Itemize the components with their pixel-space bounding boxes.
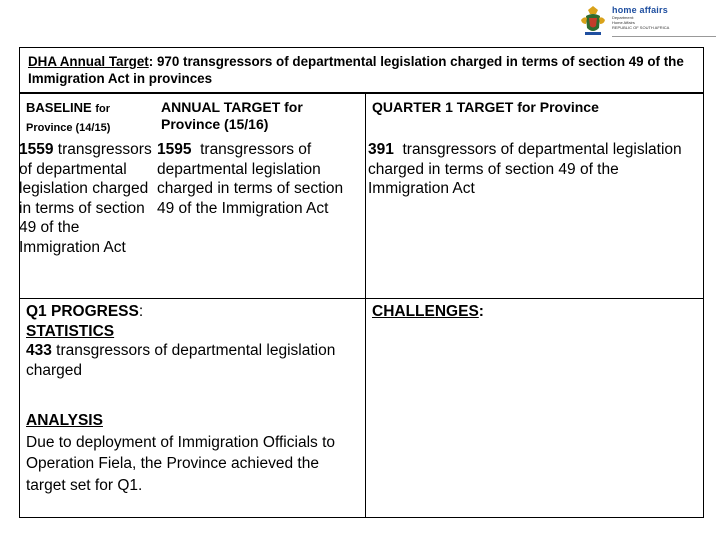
progress-title-suffix: : [138, 303, 144, 320]
logo-divider [612, 36, 716, 37]
baseline-value [19, 140, 155, 257]
progress-title: Q1 PROGRESS [26, 303, 139, 320]
dha-logo [578, 2, 718, 42]
annual-value [157, 140, 362, 218]
logo-line: REPUBLIC OF SOUTH AFRICA [612, 25, 670, 30]
challenges-suffix: : [478, 303, 484, 320]
q1-value [368, 140, 702, 199]
progress-section [26, 302, 361, 380]
baseline-subtitle: Province (14/15) [26, 122, 111, 134]
challenges-section [372, 302, 702, 322]
baseline-title-small: for [95, 103, 111, 115]
baseline-heading [26, 99, 154, 137]
baseline-number: 1559 [19, 141, 54, 158]
q1-description: transgressors of departmental legislation charged in terms of section 49 of the Immigration Act [368, 141, 686, 197]
q1-heading [372, 99, 702, 116]
row-divider [19, 298, 704, 299]
statistics-label: STATISTICS [26, 322, 115, 340]
baseline-description: transgressors of departmental legislation charged in terms of section 49 of the Immigration Act [19, 141, 152, 256]
statistics-description: transgressors of departmental legislation charged [26, 342, 336, 379]
logo-line: Home Affairs [612, 20, 635, 25]
logo-text [612, 5, 669, 30]
analysis-text: Due to deployment of Immigration Officials to Operation Fiela, the Province achieved the target set for Q1. [26, 433, 335, 494]
analysis-section [26, 410, 361, 496]
logo-main-text: home affairs [612, 5, 668, 15]
header-label: DHA Annual Target [28, 54, 149, 69]
logo-line: Department: [612, 15, 635, 20]
annual-subtitle: Province (15/16) [161, 116, 269, 132]
column-divider [365, 93, 366, 518]
statistics-text [26, 341, 361, 380]
annual-description: transgressors of departmental legislation charged in terms of section 49 of the Immigration Act [157, 141, 348, 217]
q1-title: QUARTER 1 TARGET for Province [372, 99, 599, 115]
annual-target-header [19, 47, 704, 93]
baseline-title: BASELINE [26, 100, 96, 115]
annual-title: ANNUAL TARGET for [161, 99, 303, 115]
header-text: : 970 transgressors of departmental legislation charged in terms of section 49 of the Immigration Act in provinces [28, 54, 684, 86]
coat-of-arms-icon [578, 4, 608, 38]
analysis-label: ANALYSIS [26, 412, 103, 429]
q1-number: 391 [368, 141, 394, 158]
progress-title-line [26, 302, 361, 322]
statistics-number: 433 [26, 342, 52, 359]
challenges-label: CHALLENGES [372, 303, 479, 320]
annual-number: 1595 [157, 141, 192, 158]
annual-heading [161, 99, 361, 133]
